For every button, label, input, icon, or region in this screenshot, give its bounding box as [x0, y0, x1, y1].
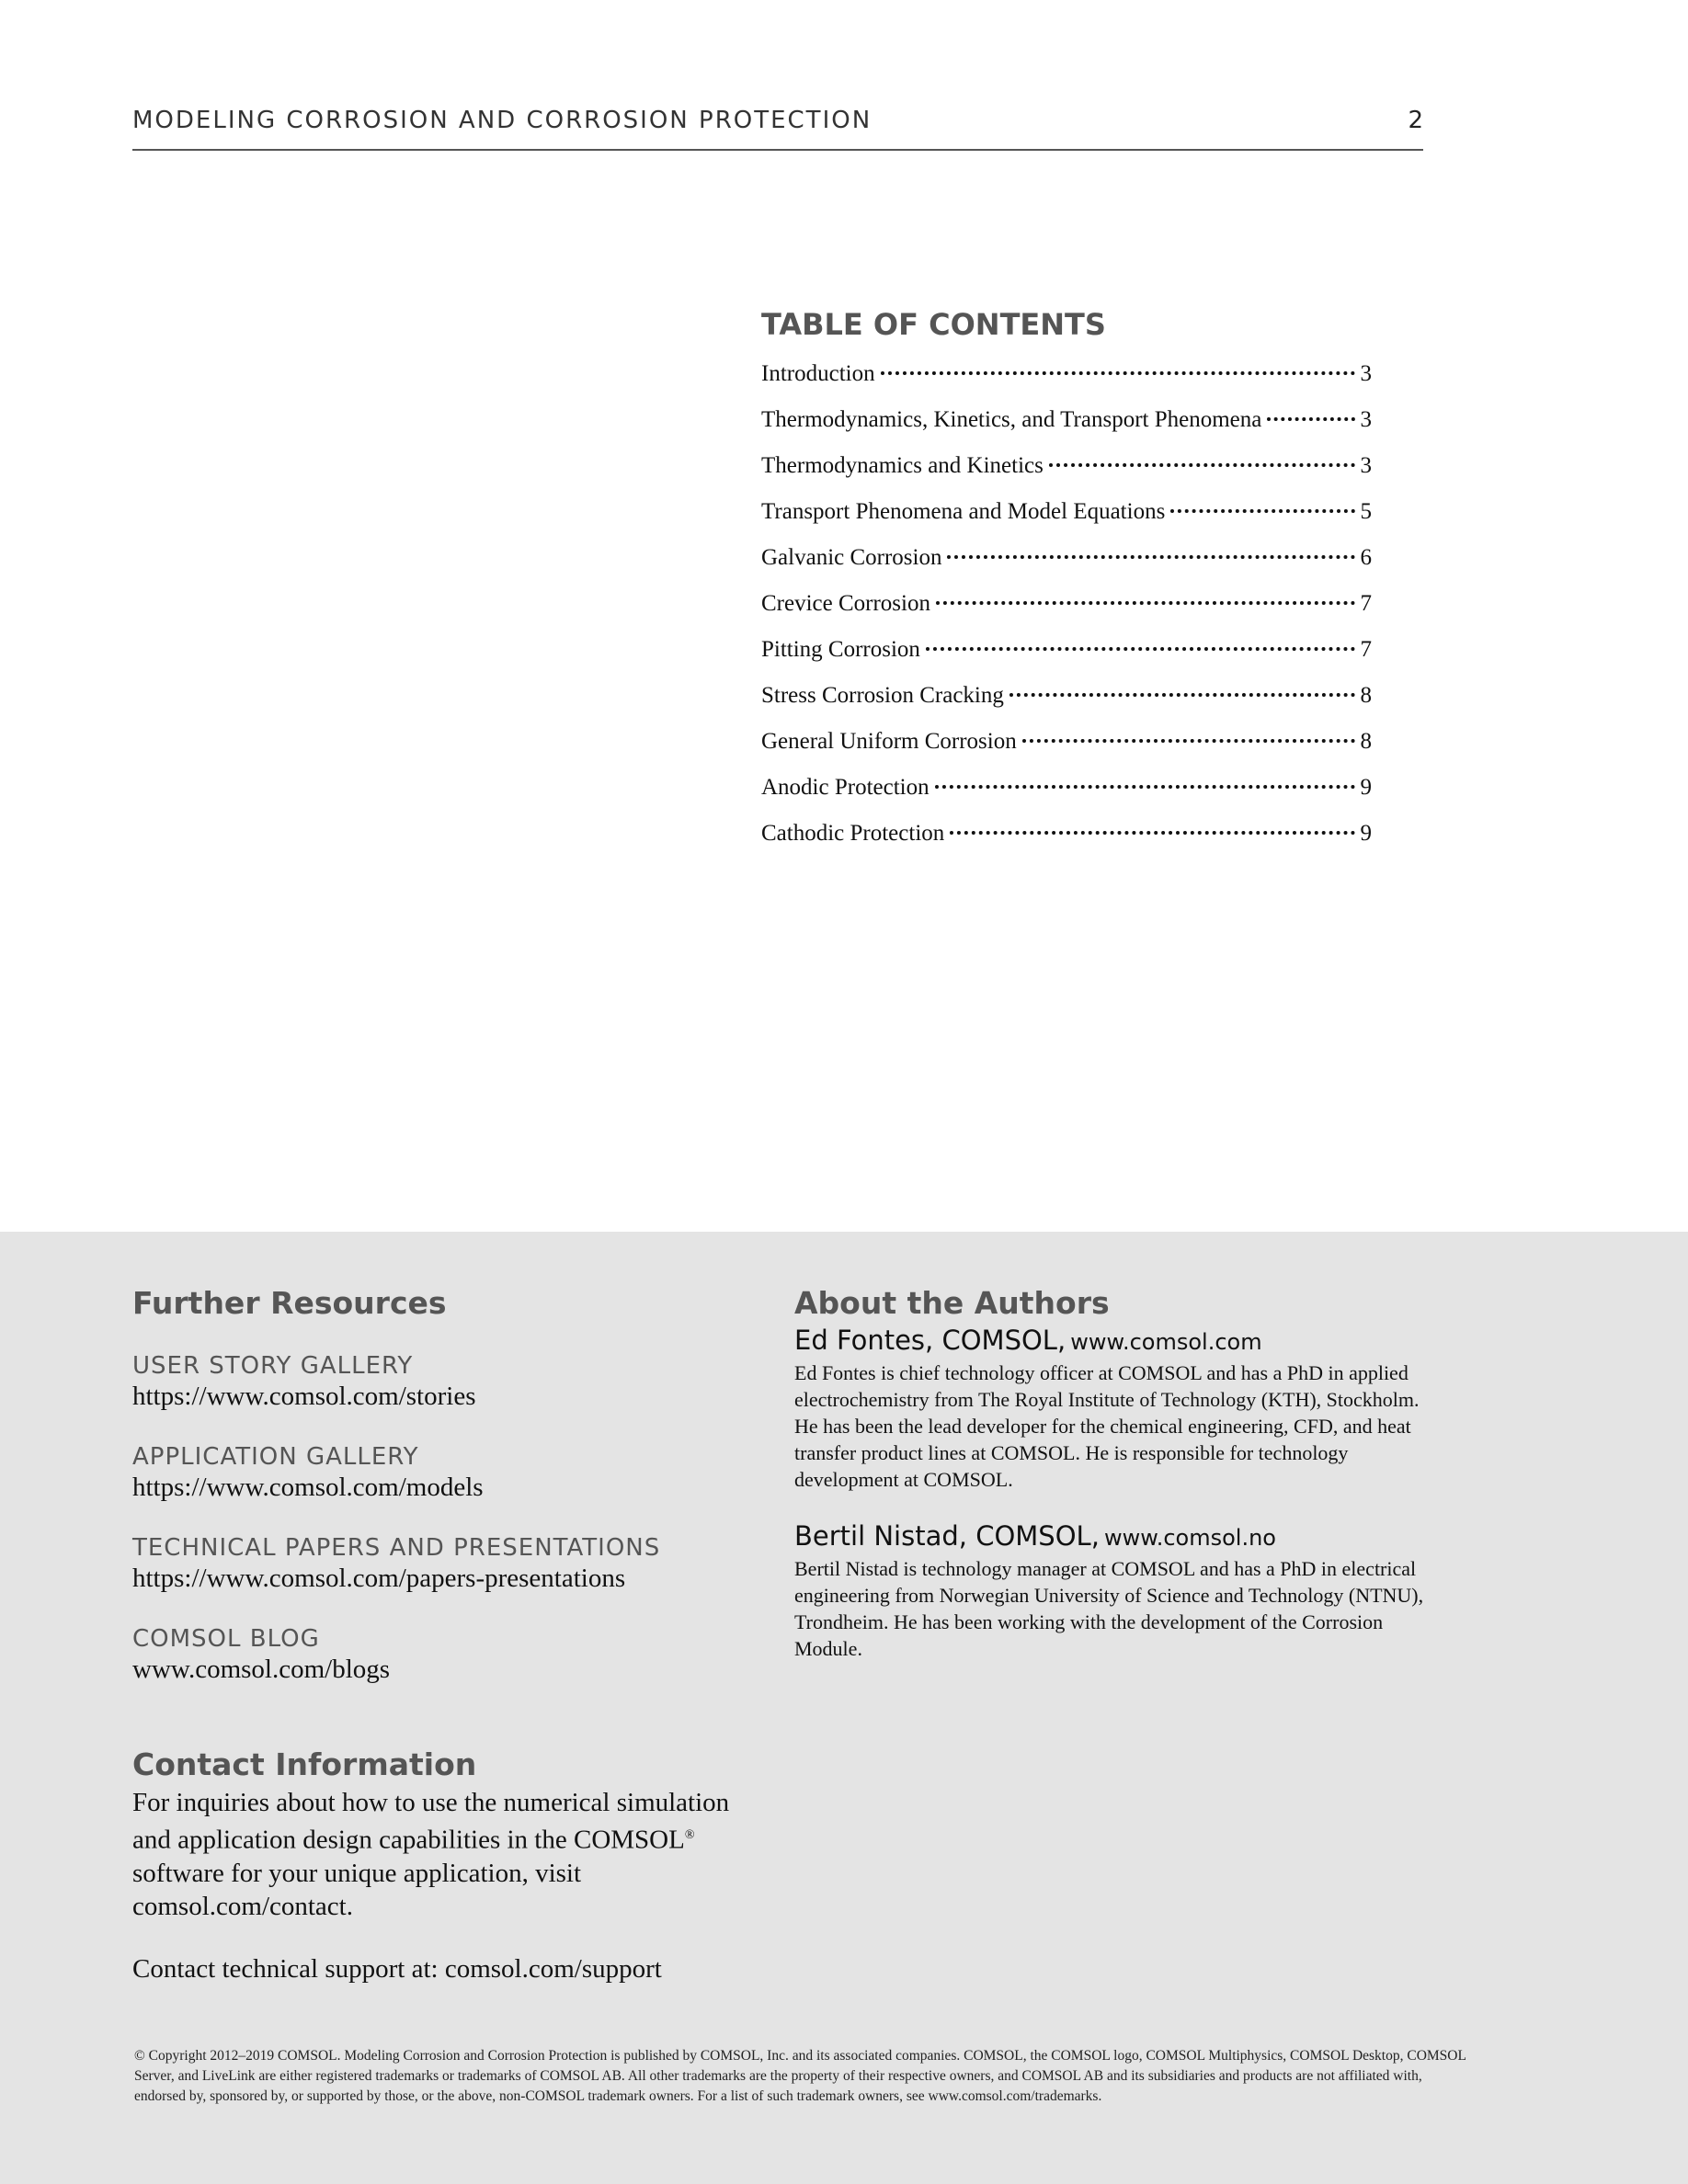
- toc-entry[interactable]: [761, 581, 1372, 627]
- resource-link[interactable]: https://www.comsol.com/models: [132, 1473, 484, 1502]
- toc-entry[interactable]: [761, 535, 1372, 581]
- toc-entry[interactable]: [761, 765, 1372, 811]
- toc-leader-dots: [936, 601, 1355, 605]
- toc-entry-page: 9: [1360, 821, 1372, 846]
- resource-label: USER STORY GALLERY: [132, 1352, 414, 1380]
- toc-leader-dots: [926, 647, 1355, 651]
- author-block: [794, 1520, 1438, 1662]
- authors-title: About the Authors: [794, 1285, 1110, 1321]
- toc-leader-dots: [950, 831, 1354, 835]
- toc-entry-label: Crevice Corrosion: [761, 591, 930, 616]
- about-the-authors: [794, 1285, 1438, 1662]
- contact-text-after: software for your unique application, visit comsol.com/contact.: [132, 1858, 582, 1921]
- toc-entry[interactable]: [761, 489, 1372, 535]
- resource-label: APPLICATION GALLERY: [132, 1443, 419, 1471]
- toc-entry-page: 6: [1360, 545, 1372, 570]
- toc-heading: TABLE OF CONTENTS: [761, 307, 1106, 342]
- resource-group: [132, 1352, 730, 1412]
- toc-leader-dots: [881, 371, 1355, 375]
- toc-entry[interactable]: [761, 443, 1372, 489]
- registered-mark: ®: [684, 1828, 695, 1842]
- resource-group: [132, 1625, 730, 1685]
- toc-entry-label: Anodic Protection: [761, 775, 930, 800]
- header-title: MODELING CORROSION AND CORROSION PROTECTION: [132, 107, 873, 134]
- toc-entry[interactable]: [761, 719, 1372, 765]
- resource-label: COMSOL BLOG: [132, 1625, 320, 1653]
- toc-entry-page: 8: [1360, 683, 1372, 708]
- running-header: [132, 103, 1423, 151]
- toc-leader-dots: [947, 555, 1354, 559]
- page-number: 2: [1408, 107, 1423, 134]
- toc-entry-label: Thermodynamics and Kinetics: [761, 453, 1044, 478]
- resource-label: TECHNICAL PAPERS AND PRESENTATIONS: [132, 1534, 661, 1562]
- toc-entry[interactable]: [761, 397, 1372, 443]
- further-resources: [132, 1285, 730, 1685]
- resource-link[interactable]: https://www.comsol.com/papers-presentations: [132, 1564, 626, 1593]
- toc-entry-label: Thermodynamics, Kinetics, and Transport Phenomena: [761, 407, 1262, 432]
- table-of-contents: [761, 307, 1372, 857]
- toc-leader-dots: [1022, 739, 1355, 743]
- toc-entry-page: 8: [1360, 729, 1372, 754]
- author-name: Ed Fontes, COMSOL,: [794, 1325, 1066, 1356]
- toc-entry-page: 5: [1360, 499, 1372, 524]
- resource-link[interactable]: www.comsol.com/blogs: [132, 1655, 391, 1684]
- toc-entry[interactable]: [761, 627, 1372, 673]
- toc-entry-label: Cathodic Protection: [761, 821, 945, 846]
- author-bio: Bertil Nistad is technology manager at COMSOL and has a PhD in electrical engineering from Norwegian University of Science and Technology (NTNU), Trondheim. He has been working with the development of the Corrosion Module.: [794, 1557, 1424, 1660]
- further-resources-title: Further Resources: [132, 1285, 447, 1321]
- resource-group: [132, 1443, 730, 1503]
- toc-leader-dots: [1049, 463, 1355, 467]
- toc-entry-page: 9: [1360, 775, 1372, 800]
- toc-entry-label: General Uniform Corrosion: [761, 729, 1017, 754]
- support-text: Contact technical support at: comsol.com/support: [132, 1953, 662, 1984]
- copyright-notice: © Copyright 2012–2019 COMSOL. Modeling Corrosion and Corrosion Protection is published by COMSOL, Inc. and its associated companies. COMSOL, the COMSOL logo, COMSOL Multiphysics, COMSOL Desktop, COMSOL Server, and LiveLink are either registered trademarks or trademarks of COMSOL AB. All other trademarks are the property of their respective owners, and COMSOL AB and its subsidiaries and products are not affiliated with, endorsed by, sponsored by, or supported by those, or the above, non-COMSOL trademark owners. For a list of such trademark owners, see www.comsol.com/trademarks.: [134, 2048, 1466, 2104]
- toc-entry-label: Introduction: [761, 361, 875, 386]
- toc-entry-page: 7: [1360, 637, 1372, 662]
- toc-leader-dots: [1009, 693, 1355, 697]
- toc-leader-dots: [935, 785, 1355, 789]
- author-bio: Ed Fontes is chief technology officer at COMSOL and has a PhD in applied electrochemistry from The Royal Institute of Technology (KTH), Stockholm. He has been the lead developer for the chemical engineering, CFD, and heat transfer product lines at COMSOL. He is responsible for technology development at COMSOL.: [794, 1361, 1420, 1491]
- toc-entry-page: 3: [1360, 453, 1372, 478]
- toc-entry-page: 3: [1360, 361, 1372, 386]
- resources-panel: [0, 1232, 1688, 2184]
- author-website[interactable]: www.comsol.com: [1070, 1329, 1262, 1355]
- author-name: Bertil Nistad, COMSOL,: [794, 1520, 1100, 1552]
- toc-entry-label: Pitting Corrosion: [761, 637, 920, 662]
- toc-entry-page: 7: [1360, 591, 1372, 616]
- toc-leader-dots: [1170, 509, 1354, 513]
- toc-entry-label: Transport Phenomena and Model Equations: [761, 499, 1166, 524]
- author-website[interactable]: www.comsol.no: [1104, 1525, 1276, 1551]
- toc-entry-page: 3: [1360, 407, 1372, 432]
- toc-entry-label: Stress Corrosion Cracking: [761, 683, 1004, 708]
- toc-entry[interactable]: [761, 351, 1372, 397]
- toc-entry-label: Galvanic Corrosion: [761, 545, 942, 570]
- toc-entry[interactable]: [761, 673, 1372, 719]
- contact-text: [132, 1786, 730, 1923]
- contact-information: [132, 1746, 730, 1985]
- contact-title: Contact Information: [132, 1746, 477, 1782]
- toc-leader-dots: [1267, 417, 1354, 421]
- resource-link[interactable]: https://www.comsol.com/stories: [132, 1382, 476, 1411]
- resource-group: [132, 1534, 730, 1594]
- contact-text-before: For inquiries about how to use the numerical simulation and application design capabilities in the COMSOL: [132, 1788, 730, 1855]
- toc-entry[interactable]: [761, 811, 1372, 857]
- author-block: [794, 1325, 1438, 1493]
